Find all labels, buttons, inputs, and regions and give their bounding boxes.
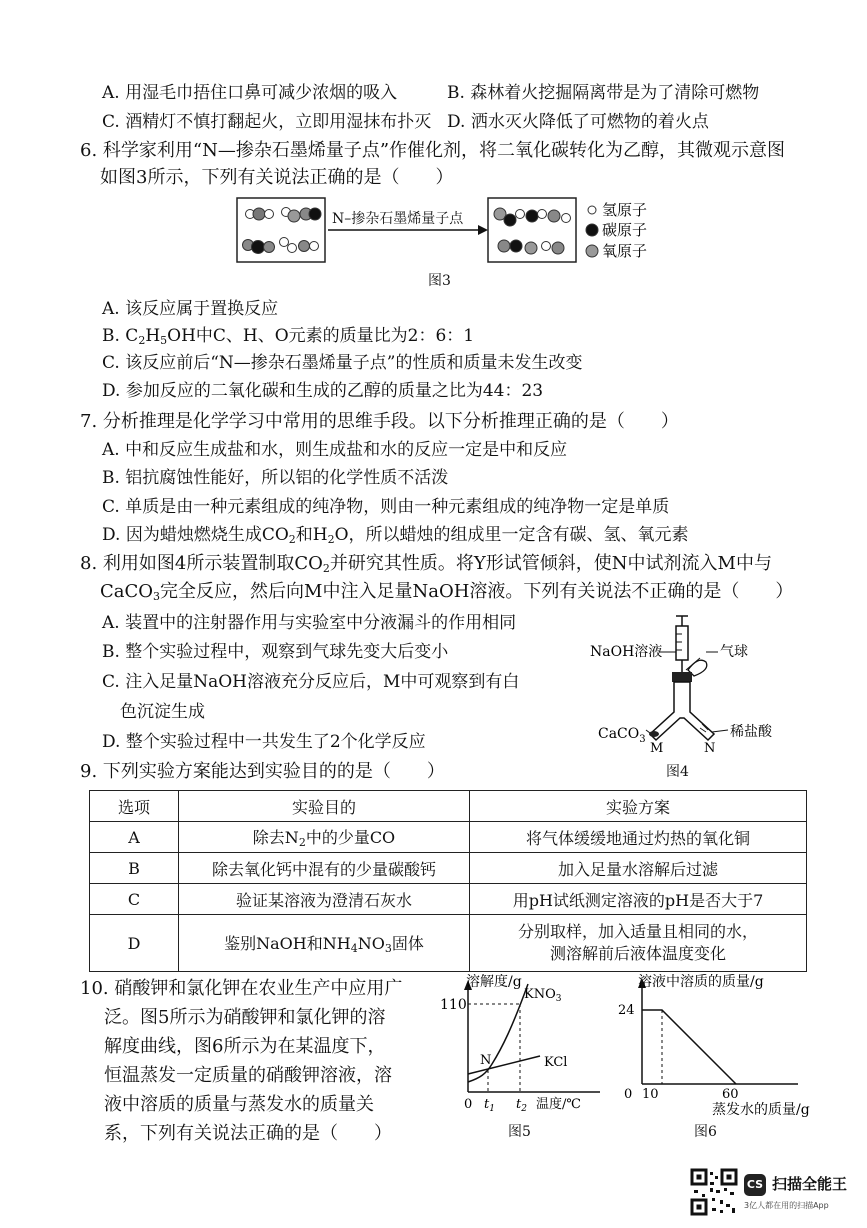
header-goal: 实验目的 — [179, 791, 470, 822]
q10-line2: 泛。图5所示为硝酸钾和氯化钾的溶 — [104, 1007, 386, 1028]
q6-option-a: A. 该反应属于置换反应 — [102, 299, 279, 319]
row-plan: 加入足量水溶解后过滤 — [470, 853, 807, 884]
q7-option-a: A. 中和反应生成盐和水，则生成盐和水的反应一定是中和反应 — [102, 440, 568, 460]
fig5-xlabel: 温度/℃ — [536, 1097, 581, 1112]
fig5-origin: 0 — [464, 1097, 473, 1112]
legend-oxygen: 氧原子 — [602, 242, 648, 260]
fig6-x0: 0 — [624, 1087, 633, 1102]
fig6-xlabel: 蒸发水的质量/g — [712, 1102, 810, 1118]
figure-3-micro-diagram — [236, 196, 656, 266]
header-plan: 实验方案 — [470, 791, 807, 822]
kno3-curve — [468, 984, 528, 1082]
catalyst-label: N–掺杂石墨烯量子点 — [332, 211, 464, 227]
legend-carbon: 碳原子 — [602, 221, 648, 239]
row-plan: 分别取样，加入适量且相同的水， 测溶解前后液体温度变化 — [470, 915, 807, 972]
table-header-row — [90, 791, 807, 822]
fig5-kno3-label: $KNO_3$ — [524, 987, 562, 1004]
n-label: N — [704, 741, 716, 752]
row-option: B — [90, 853, 179, 884]
q8-stem-line2: CaCO$_3$完全反应，然后向M中注入足量NaOH溶液。下列有关说法不正确的是（ ） — [100, 581, 794, 603]
header-option: 选项 — [90, 791, 179, 822]
q6-option-c: C. 该反应前后“N—掺杂石墨烯量子点”的性质和质量未发生改变 — [102, 353, 583, 373]
figure-6-chart — [618, 974, 828, 1124]
table-row — [90, 853, 807, 884]
fig5-t2: $t_2$ — [516, 1097, 527, 1114]
row-plan: 将气体缓缓地通过灼热的氧化铜 — [470, 822, 807, 853]
row-option: A — [90, 822, 179, 853]
fig6-y24: 24 — [618, 1003, 635, 1018]
q6-option-b: B. $C_2H_5OH$中C、H、O元素的质量比为2：6：1 — [102, 326, 475, 347]
balloon-label: 气球 — [720, 644, 748, 660]
row-goal: 鉴别NaOH和$NH_4NO_3$固体 — [179, 915, 470, 972]
caco3-label: CaCO$_3$ — [598, 726, 646, 745]
figure-3-caption: 图3 — [428, 273, 451, 289]
fig6-x10: 10 — [642, 1087, 659, 1102]
qr-code — [690, 1168, 738, 1216]
fig6-ylabel: 溶液中溶质的质量/g — [638, 974, 764, 990]
table-row — [90, 915, 807, 972]
q5-option-d: D. 洒水灭火降低了可燃物的着火点 — [447, 112, 709, 132]
table-row — [90, 884, 807, 915]
fig5-ylabel: 溶解度/g — [466, 974, 522, 990]
q10-line4: 恒温蒸发一定质量的硝酸钾溶液，溶 — [104, 1065, 392, 1086]
figure-4-caption: 图4 — [666, 764, 689, 780]
brand-name: 扫描全能王 — [772, 1175, 848, 1193]
fig5-n-label: N — [480, 1053, 492, 1068]
q6-option-d: D. 参加反应的二氧化碳和生成的乙醇的质量之比为44：23 — [102, 381, 544, 401]
app-logo-icon: CS — [744, 1174, 766, 1196]
figure-5-caption: 图5 — [508, 1124, 531, 1140]
fig5-t1: $t_1$ — [484, 1097, 495, 1114]
q7-option-d: D. 因为蜡烛燃烧生成$CO_2$和$H_2O$，所以蜡烛的组成里一定含有碳、氢、氧元素 — [102, 525, 689, 546]
table-row — [90, 822, 807, 853]
q10-line5: 液中溶质的质量与蒸发水的质量关 — [104, 1094, 374, 1115]
naoh-label: NaOH溶液 — [590, 644, 663, 660]
q10-line3: 解度曲线，图6所示为在某温度下， — [104, 1036, 386, 1057]
solute-mass-line — [642, 1010, 736, 1084]
figure-4-apparatus — [588, 612, 788, 752]
fig5-y110: 110 — [440, 997, 467, 1013]
q9-table — [89, 790, 807, 972]
q8-option-b: B. 整个实验过程中，观察到气球先变大后变小 — [102, 642, 449, 662]
m-label: M — [650, 741, 664, 752]
figure-5-solubility-chart — [440, 974, 610, 1124]
legend — [586, 201, 647, 260]
row-plan: 用pH试纸测定溶液的pH是否大于7 — [470, 884, 807, 915]
q5-option-c: C. 酒精灯不慎打翻起火，立即用湿抹布扑灭 — [102, 112, 432, 132]
q8-option-c-line1: C. 注入足量NaOH溶液充分反应后，M中可观察到有白 — [102, 672, 520, 692]
acid-label: 稀盐酸 — [730, 724, 772, 740]
q6-stem-line2: 如图3所示，下列有关说法正确的是（ ） — [100, 167, 454, 188]
row-goal: 除去氧化钙中混有的少量碳酸钙 — [179, 853, 470, 884]
q8-option-a: A. 装置中的注射器作用与实验室中分液漏斗的作用相同 — [102, 613, 517, 633]
row-goal: 验证某溶液为澄清石灰水 — [179, 884, 470, 915]
q8-option-c-line2: 色沉淀生成 — [120, 702, 205, 722]
q7-option-b: B. 铝抗腐蚀性能好，所以铝的化学性质不活泼 — [102, 468, 449, 488]
legend-hydrogen: 氢原子 — [602, 201, 648, 219]
q5-option-b: B. 森林着火挖掘隔离带是为了清除可燃物 — [447, 83, 760, 103]
q8-option-d: D. 整个实验过程中一共发生了2个化学反应 — [102, 732, 426, 752]
q10-line1: 10. 硝酸钾和氯化钾在农业生产中应用广 — [80, 978, 403, 999]
q7-stem: 7. 分析推理是化学学习中常用的思维手段。以下分析推理正确的是（ ） — [80, 411, 679, 432]
q6-stem-line1: 6. 科学家利用“N—掺杂石墨烯量子点”作催化剂，将二氧化碳转化为乙醇，其微观示意图 — [80, 140, 786, 161]
q5-option-a: A. 用湿毛巾捂住口鼻可减少浓烟的吸入 — [102, 83, 398, 103]
q10-line6: 系，下列有关说法正确的是（ ） — [104, 1123, 392, 1144]
q9-stem: 9. 下列实验方案能达到实验目的的是（ ） — [80, 761, 445, 782]
figure-6-caption: 图6 — [694, 1124, 717, 1140]
q8-stem-line1: 8. 利用如图4所示装置制取$CO_2$并研究其性质。将Y形试管倾斜，使N中试剂流入M中与 — [80, 553, 772, 575]
row-goal: 除去$N_2$中的少量CO — [179, 822, 470, 853]
brand-tagline: 3亿人都在用的扫描App — [744, 1201, 829, 1210]
fig5-kcl-label: KCl — [544, 1055, 568, 1070]
fig6-x60: 60 — [722, 1087, 739, 1102]
row-option: C — [90, 884, 179, 915]
row-option: D — [90, 915, 179, 972]
kcl-curve — [468, 1056, 540, 1074]
q7-option-c: C. 单质是由一种元素组成的纯净物，则由一种元素组成的纯净物一定是单质 — [102, 497, 670, 517]
